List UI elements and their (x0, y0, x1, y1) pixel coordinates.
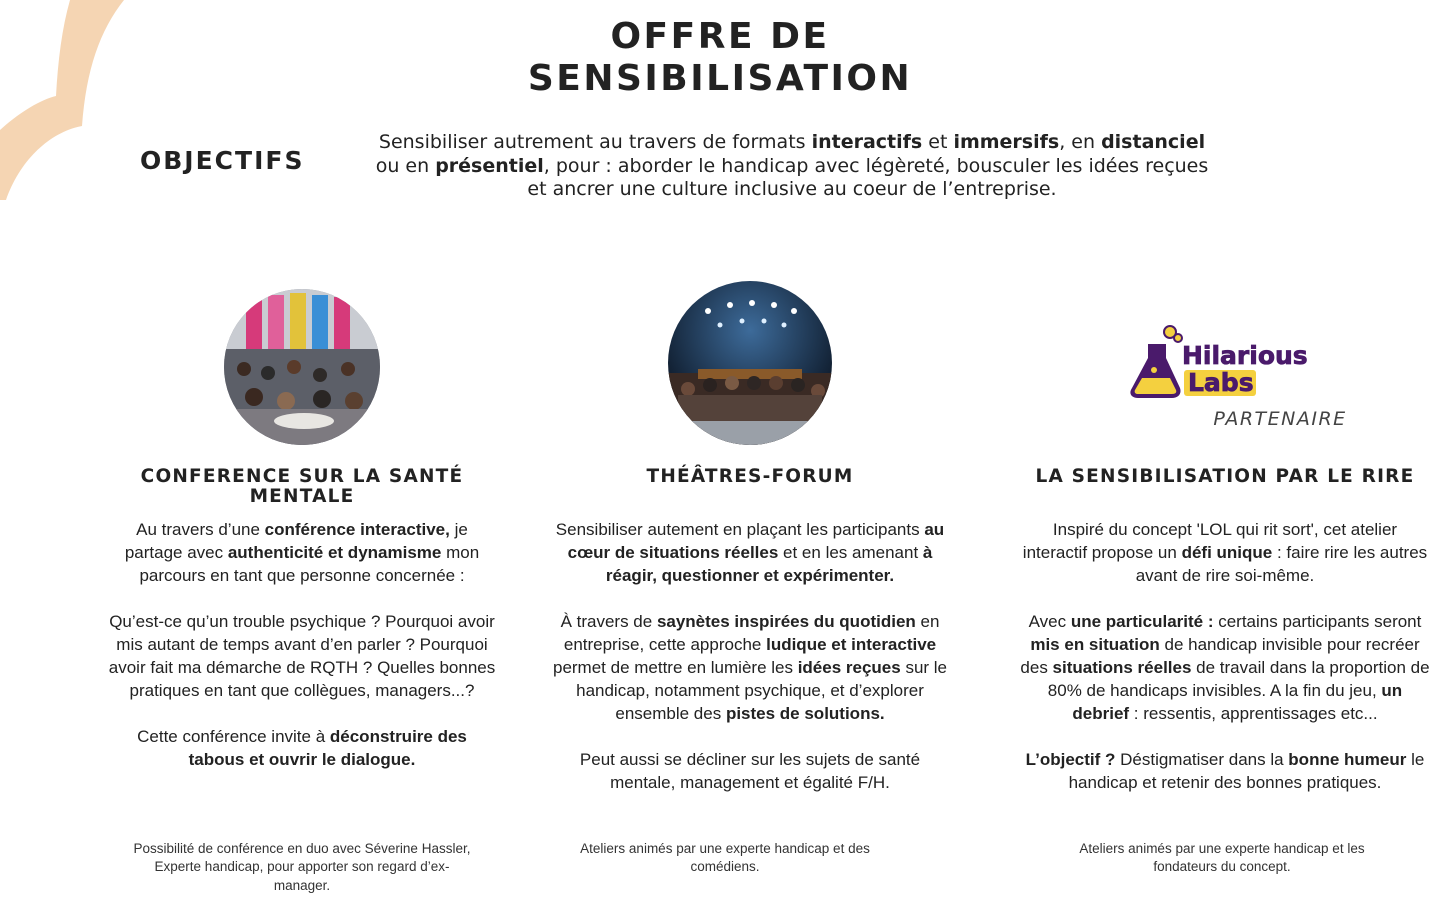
text-run: ou en (375, 154, 436, 177)
paragraph (108, 610, 496, 702)
emphasis-text: bonne humeur (1288, 750, 1407, 769)
emphasis-text: situations réelles (1052, 658, 1192, 677)
hilarious-labs-logo (1124, 322, 1314, 402)
emphasis-text: défi unique (1181, 543, 1273, 562)
emphasis-text: déconstruire des tabous et ouvrir le dialogue. (188, 727, 467, 769)
text-run: Avec (1028, 612, 1071, 631)
offer-description (550, 518, 950, 794)
paragraph (1020, 748, 1430, 794)
paragraph (108, 518, 496, 587)
text-run: de handicap invisible pour recréer des (1020, 635, 1420, 677)
offer-description (1020, 518, 1430, 794)
text-run: : faire rire les autres avant de rire soi-même. (1135, 543, 1428, 585)
partner-label: PARTENAIRE (1213, 408, 1347, 430)
text-run: Cette conférence invite à (137, 727, 330, 746)
offer-theatre-forum (550, 0, 950, 922)
text-run: Au travers d’une (136, 520, 265, 539)
conference-audience-photo (224, 289, 380, 445)
flask-icon (1130, 326, 1182, 398)
logo-line-1: Hilarious (1182, 341, 1308, 370)
emphasis-text: une particularité : (1070, 612, 1214, 631)
text-run: de travail dans la proportion de 80% de handicaps invisibles. A la fin du jeu, (1047, 658, 1430, 700)
text-run: mon parcours en tant que personne concernée : (139, 543, 480, 585)
paragraph (550, 518, 950, 587)
text-run: À travers de (560, 612, 657, 631)
emphasis-text: ludique et interactive (766, 635, 937, 654)
text-run: Sensibiliser autement en plaçant les participants (555, 520, 925, 539)
text-run: permet de mettre en lumière les (552, 658, 798, 677)
text-run: le handicap et retenir des bonnes pratiques. (1068, 750, 1425, 792)
text-run: je partage avec (124, 520, 468, 562)
paragraph (1020, 518, 1430, 587)
text-run: : ressentis, apprentissages etc... (1129, 704, 1378, 723)
text-run: , en (1059, 131, 1102, 153)
emphasis-text: distanciel (1101, 131, 1206, 153)
page-title-line-2: SENSIBILISATION (527, 58, 913, 99)
emphasis-text: au cœur de situations réelles (567, 520, 945, 562)
offer-title: CONFERENCE SUR LA SANTÉ MENTALE (140, 466, 464, 507)
emphasis-text: interactifs (811, 131, 923, 153)
text-run: Qu’est-ce qu’un trouble psychique ? Pourquoi avoir mis autant de temps avant d’en parler ? Pourquoi avoir fait ma démarche de RQTH ? Quelles bonnes pratiques en tant que collègues, managers...? (108, 612, 496, 700)
emphasis-text: conférence interactive, (264, 520, 450, 539)
emphasis-text: mis en situation (1030, 635, 1160, 654)
paragraph (550, 610, 950, 725)
offer-footnote: Possibilité de conférence en duo avec Séverine Hassler, Experte handicap, pour apporter son regard d’ex-manager. (133, 841, 471, 893)
text-run: certains participants seront (1213, 612, 1422, 631)
text-run: Inspiré du concept 'LOL qui rit sort', cet atelier interactif propose un (1022, 520, 1398, 562)
theatre-stage-photo (668, 281, 832, 445)
emphasis-text: pistes de solutions. (725, 704, 885, 723)
text-run: sur le handicap, notamment psychique, et d’explorer ensemble des (576, 658, 948, 723)
emphasis-text: authenticité et dynamisme (227, 543, 442, 562)
text-run: , pour : aborder le handicap avec légèreté, bousculer les idées reçues et ancrer une culture inclusive au coeur de l’entreprise. (527, 154, 1209, 200)
text-run: et (922, 131, 954, 153)
objectives-label: OBJECTIFS (140, 146, 305, 175)
emphasis-text: présentiel (435, 154, 544, 177)
text-run: Sensibiliser autrement au travers de formats (378, 131, 812, 153)
page-title-line-1: OFFRE DE (610, 16, 830, 57)
emphasis-text: idées reçues (797, 658, 901, 677)
offer-laughter (1020, 0, 1430, 922)
offer-footnote: Ateliers animés par une experte handicap et les fondateurs du concept. (1079, 841, 1365, 875)
text-run: Déstigmatiser dans la (1115, 750, 1289, 769)
text-run: en entreprise, cette approche (563, 612, 940, 654)
offer-title: THÉÂTRES-FORUM (646, 466, 854, 487)
paragraph (108, 725, 496, 771)
offer-conference (108, 0, 496, 922)
text-run: Peut aussi se décliner sur les sujets de santé mentale, management et égalité F/H. (579, 750, 921, 792)
logo-line-2: Labs (1188, 368, 1254, 397)
offer-title: LA SENSIBILISATION PAR LE RIRE (1035, 466, 1415, 487)
emphasis-text: saynètes inspirées du quotidien (656, 612, 916, 631)
emphasis-text: immersifs (953, 131, 1060, 153)
emphasis-text: un debrief (1072, 681, 1403, 723)
paragraph (550, 748, 950, 794)
emphasis-text: à réagir, questionner et expérimenter. (605, 543, 933, 585)
emphasis-text: L’objectif ? (1025, 750, 1116, 769)
text-run: et en les amenant (778, 543, 923, 562)
offer-description (108, 518, 496, 771)
paragraph (1020, 610, 1430, 725)
offer-footnote: Ateliers animés par une experte handicap et des comédiens. (580, 841, 870, 875)
